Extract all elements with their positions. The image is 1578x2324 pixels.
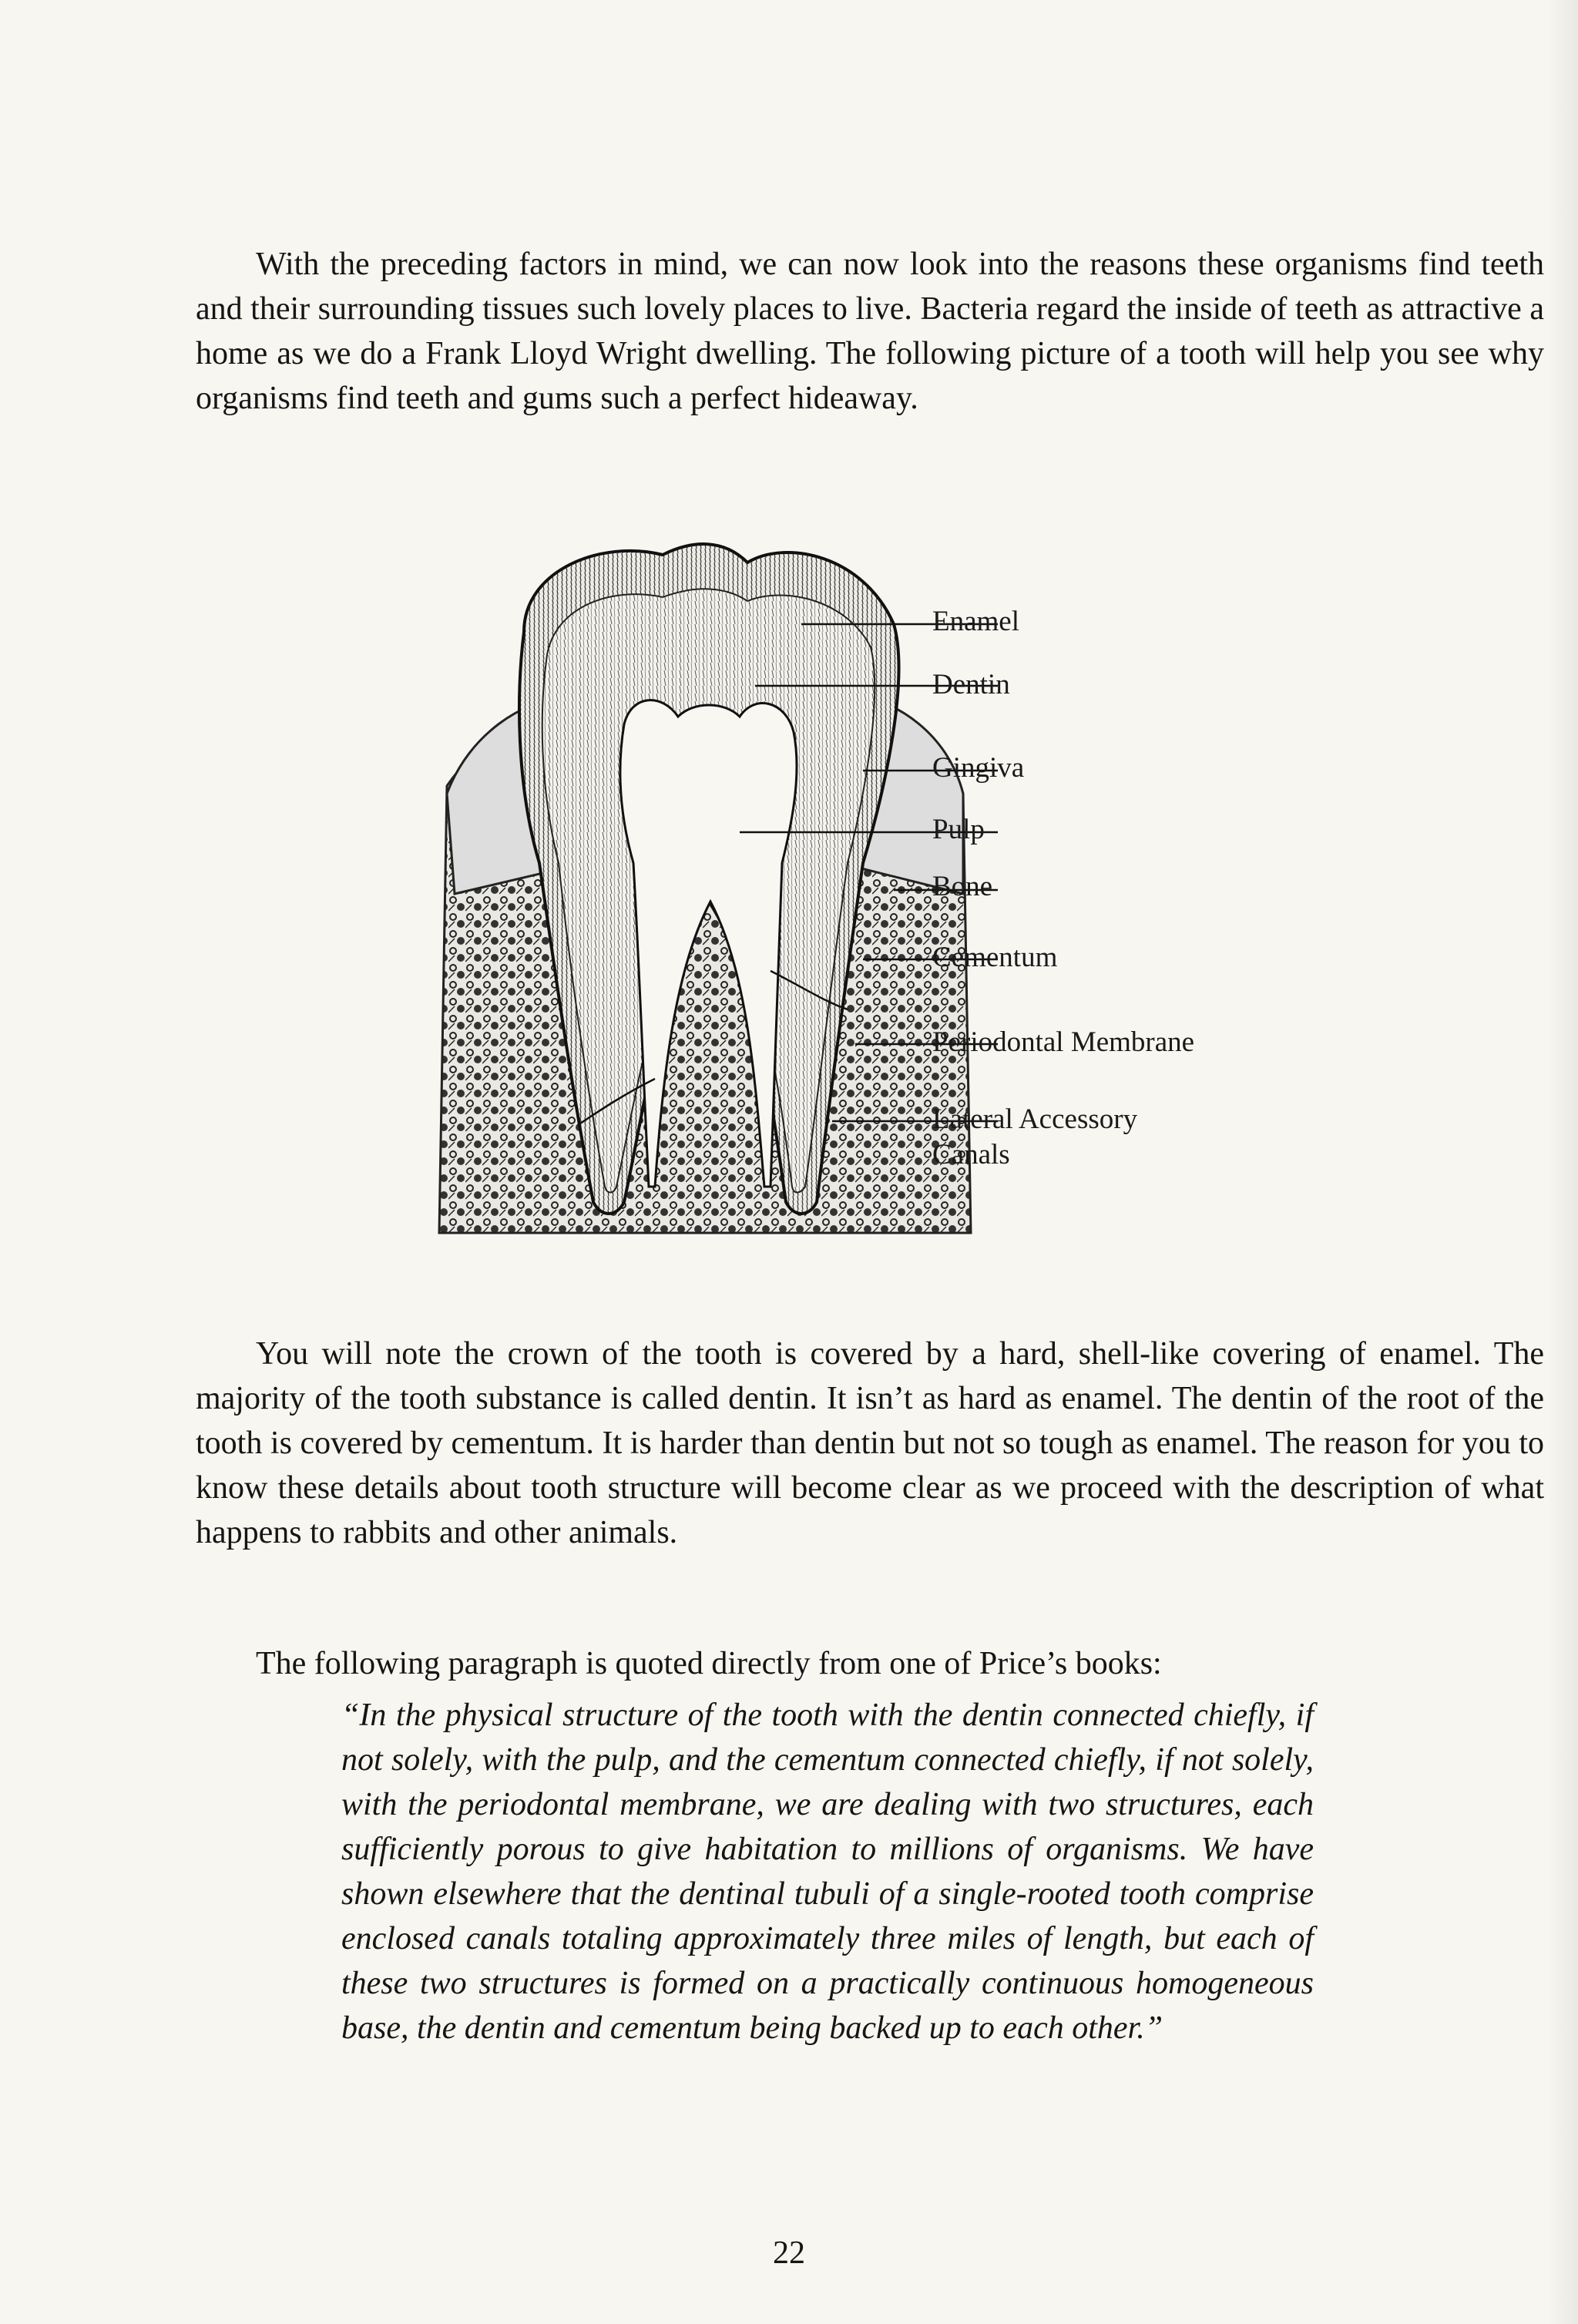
- label-canals: Canals: [932, 1139, 1010, 1170]
- label-cementum: Cementum: [932, 942, 1058, 973]
- tooth-diagram: [431, 539, 1356, 1271]
- tooth-cross-section-illustration: [431, 539, 1356, 1271]
- price-quotation: “In the physical structure of the tooth with the dentin connected chiefly, if not solely, with the pulp, and the cementum connected chiefly, if not solely, with the periodontal membrane, we are dealing with two structures, each sufficiently porous to give habitation to millions of organisms. We have shown elsewhere that the dentinal tubuli of a single-rooted tooth comprise enclosed canals totaling approximately three miles of length, but each of these two structures is formed on a practically continuous homogeneous base, the dentin and cementum being backed up to each other.”: [341, 1698, 1314, 2046]
- label-dentin: Dentin: [932, 669, 1010, 700]
- label-periodontal-membrane: Periodontal Membrane: [932, 1026, 1195, 1058]
- intro-paragraph: With the preceding factors in mind, we can now look into the reasons these organisms find teeth and their surrounding tissues such lovely places to live. Bacteria regard the inside of teeth as attractive a home as we do a Frank Lloyd Wright dwelling. The following picture of a tooth will help you see why organisms find teeth and gums such a perfect hideaway.: [196, 247, 1544, 416]
- label-pulp: Pulp: [932, 814, 985, 845]
- label-lateral-accessory: Lateral Accessory: [932, 1103, 1138, 1135]
- page-number: 22: [773, 2235, 805, 2271]
- label-enamel: Enamel: [932, 606, 1020, 637]
- label-gingiva: Gingiva: [932, 752, 1025, 784]
- quote-intro-paragraph: The following paragraph is quoted directly from one of Price’s books:: [256, 1646, 1162, 1681]
- page-edge-shadow: [1547, 0, 1578, 2324]
- tooth-structure-paragraph: You will note the crown of the tooth is covered by a hard, shell-like covering of enamel. The majority of the tooth substance is called dentin. It isn’t as hard as enamel. The dentin of the root of the tooth is covered by cementum. It is harder than dentin but not so tough as enamel. The reason for you to know these details about tooth structure will become clear as we proceed with the description of what happens to rabbits and other animals.: [196, 1336, 1544, 1550]
- label-bone: Bone: [932, 871, 993, 902]
